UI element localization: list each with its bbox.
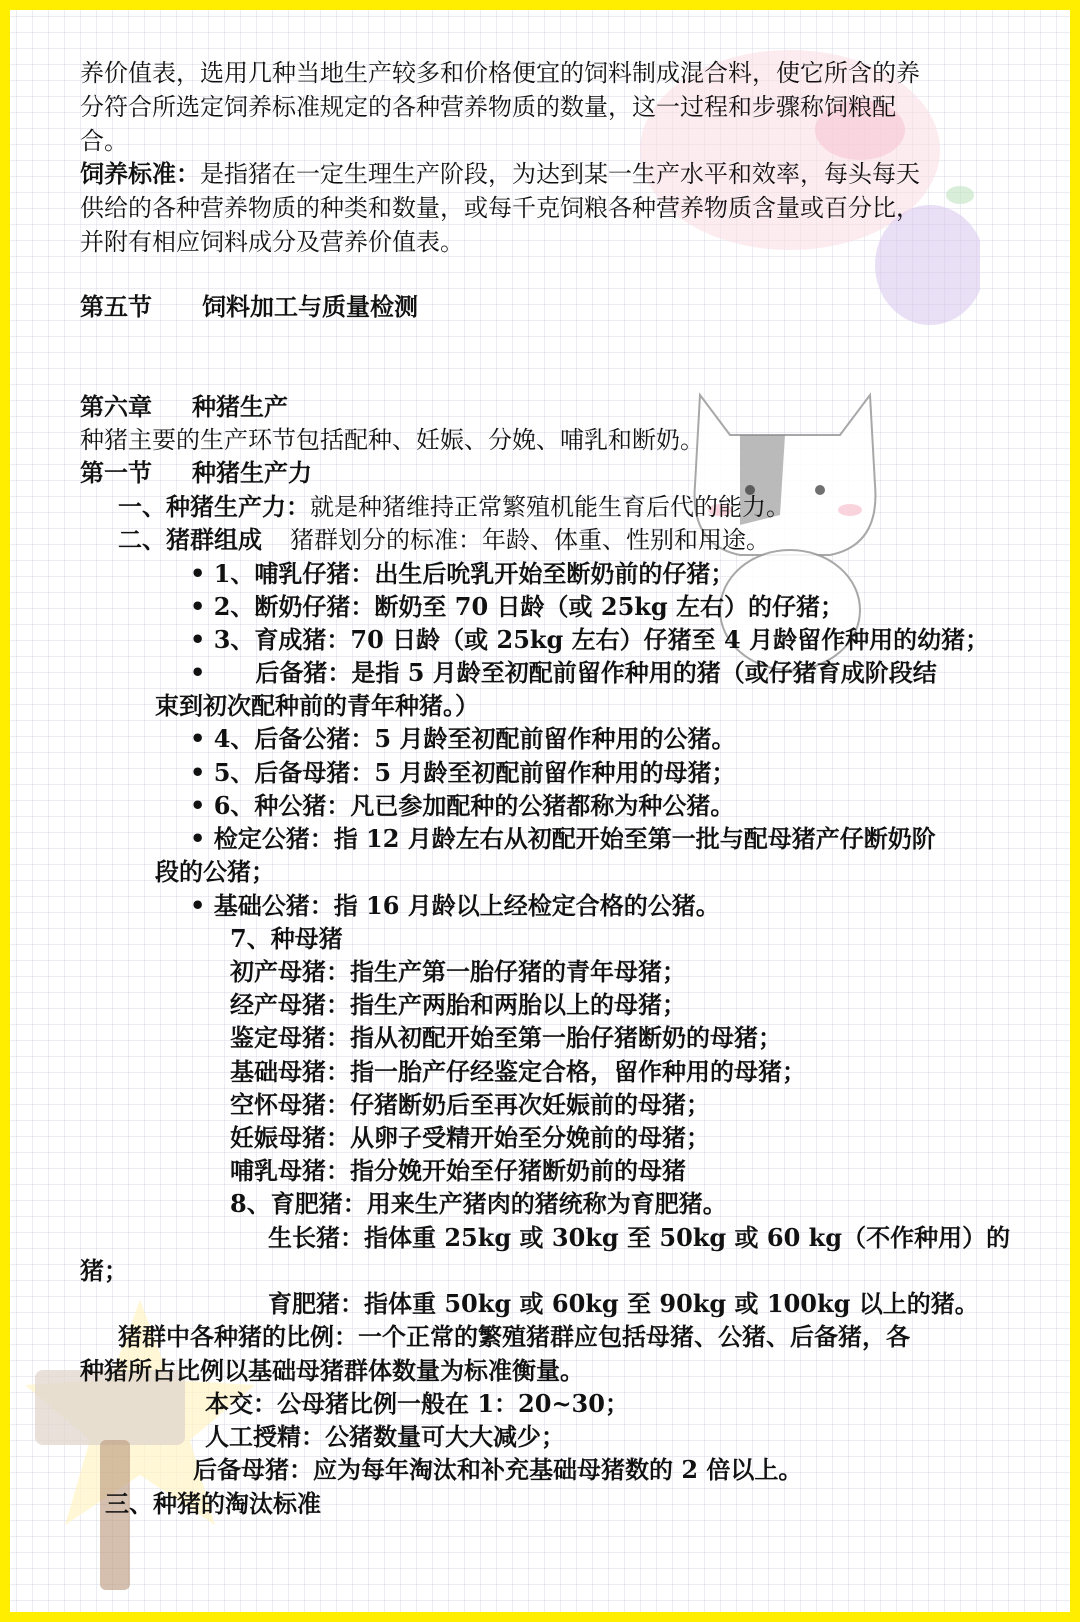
section-1-title: 种猪生产力: [192, 458, 312, 487]
ratio-line-1: 猪群中各种猪的比例：一个正常的繁殖猪群应包括母猪、公猪、后备猪，各: [118, 1322, 910, 1351]
sow-type-item: 空怀母猪：仔猪断奶后至再次妊娠前的母猪；: [230, 1090, 710, 1119]
fattening-pig-line: 育肥猪：指体重 50kg 或 60kg 至 90kg 或 100kg 以上的猪。: [268, 1289, 979, 1318]
sows-heading: 7、种母猪: [230, 924, 343, 953]
bullet-text: 3、育成猪：70 日龄（或 25kg 左右）仔猪至 4 月龄留作种用的幼猪；: [213, 625, 990, 654]
point-2-text: 猪群划分的标准：年龄、体重、性别和用途。: [290, 526, 770, 554]
point-2: [118, 523, 770, 557]
section-1-heading: [80, 456, 312, 490]
point-3-heading: 三、种猪的淘汰标准: [105, 1489, 321, 1518]
sow-type-item: 鉴定母猪：指从初配开始至第一胎仔猪断奶的母猪；: [230, 1023, 782, 1052]
sow-type-item: 初产母猪：指生产第一胎仔猪的青年母猪；: [230, 957, 686, 986]
bullet-dot-icon: •: [190, 625, 214, 654]
bullet-text: 5、后备母猪：5 月龄至初配前留作种用的母猪；: [213, 758, 736, 787]
intro-line-3: 合。: [80, 127, 128, 155]
feeding-standard-term: 饲养标准：: [80, 159, 200, 188]
intro-line-1: 养价值表，选用几种当地生产较多和价格便宜的饲料制成混合料，使它所含的养: [80, 59, 920, 87]
bullet-item: [190, 722, 735, 756]
bullet-continuation: 段的公猪；: [155, 857, 275, 886]
bullet-item: [190, 822, 936, 856]
point-2-label: 二、猪群组成: [118, 525, 262, 554]
feeding-standard-line-1: [80, 157, 920, 191]
bullet-dot-icon: •: [190, 658, 206, 687]
chapter-6-heading: [80, 390, 288, 424]
bullet-item: [190, 557, 734, 591]
bullet-dot-icon: •: [190, 559, 214, 588]
growing-pig-line-2: 猪；: [80, 1256, 128, 1285]
bullet-continuation: 束到初次配种前的青年种猪。）: [155, 691, 479, 720]
bullet-dot-icon: •: [190, 824, 214, 853]
ratio-natural-mating: 本交：公母猪比例一般在 1：20~30；: [205, 1389, 629, 1418]
bullet-item: [190, 789, 734, 823]
bullet-dot-icon: •: [190, 791, 214, 820]
bullet-text: 4、后备公猪：5 月龄至初配前留作种用的公猪。: [213, 724, 736, 753]
sow-type-item: 哺乳母猪：指分娩开始至仔猪断奶前的母猪: [230, 1156, 686, 1185]
bullet-item: [190, 756, 735, 790]
feeding-standard-line-3: 并附有相应饲料成分及营养价值表。: [80, 228, 464, 256]
sow-type-item: 经产母猪：指生产两胎和两胎以上的母猪；: [230, 990, 686, 1019]
point-1: [118, 490, 790, 524]
ratio-artificial-insemination: 人工授精：公猪数量可大大减少；: [205, 1422, 565, 1451]
bullet-text: 检定公猪：指 12 月龄左右从初配开始至第一批与配母猪产仔断奶阶: [213, 824, 936, 853]
chapter-6-intro: 种猪主要的生产环节包括配种、妊娠、分娩、哺乳和断奶。: [80, 426, 704, 454]
fattening-heading: 8、育肥猪：用来生产猪肉的猪统称为育肥猪。: [230, 1189, 727, 1218]
point-1-label: 一、种猪生产力：: [118, 492, 310, 521]
sow-type-item: 基础母猪：指一胎产仔经鉴定合格，留作种用的母猪；: [230, 1057, 806, 1086]
feeding-standard-line-2: 供给的各种营养物质的种类和数量，或每千克饲粮各种营养物质含量或百分比，: [80, 194, 920, 222]
section-5-title: 饲料加工与质量检测: [202, 292, 418, 321]
bullet-text: 6、种公猪：凡已参加配种的公猪都称为种公猪。: [213, 791, 735, 820]
section-5-heading: [80, 290, 418, 324]
bullet-text: 基础公猪：指 16 月龄以上经检定合格的公猪。: [213, 891, 720, 920]
bullet-text: 2、断奶仔猪：断奶至 70 日龄（或 25kg 左右）的仔猪；: [213, 592, 845, 621]
bullet-dot-icon: •: [190, 592, 214, 621]
bullet-dot-icon: •: [190, 758, 214, 787]
chapter-6-number: 第六章: [80, 392, 152, 421]
bullet-dot-icon: •: [190, 724, 214, 753]
chapter-6-title: 种猪生产: [192, 392, 288, 421]
feeding-standard-text: 是指猪在一定生理生产阶段，为达到某一生产水平和效率，每头每天: [200, 160, 920, 188]
bullet-item: [190, 590, 844, 624]
ratio-replacement-sows: 后备母猪：应为每年淘汰和补充基础母猪数的 2 倍以上。: [193, 1455, 803, 1484]
ratio-line-2: 种猪所占比例以基础母猪群体数量为标准衡量。: [80, 1356, 584, 1385]
section-5-number: 第五节: [80, 292, 152, 321]
bullet-item: [190, 889, 720, 923]
point-1-text: 就是种猪维持正常繁殖机能生育后代的能力。: [310, 493, 790, 521]
bullet-item: [190, 623, 989, 657]
section-1-number: 第一节: [80, 458, 152, 487]
sow-type-item: 妊娠母猪：从卵子受精开始至分娩前的母猪；: [230, 1123, 710, 1152]
bullet-text: 后备猪：是指 5 月龄至初配前留作种用的猪（或仔猪育成阶段结: [255, 658, 937, 687]
bullet-text: 1、哺乳仔猪：出生后吮乳开始至断奶前的仔猪；: [213, 559, 735, 588]
bullet-dot-icon: •: [190, 891, 214, 920]
growing-pig-line-1: 生长猪：指体重 25kg 或 30kg 至 50kg 或 60 kg（不作种用）的: [268, 1223, 1011, 1252]
intro-line-2: 分符合所选定饲养标准规定的各种营养物质的数量，这一过程和步骤称饲粮配: [80, 93, 896, 121]
bullet-item: [190, 656, 937, 690]
